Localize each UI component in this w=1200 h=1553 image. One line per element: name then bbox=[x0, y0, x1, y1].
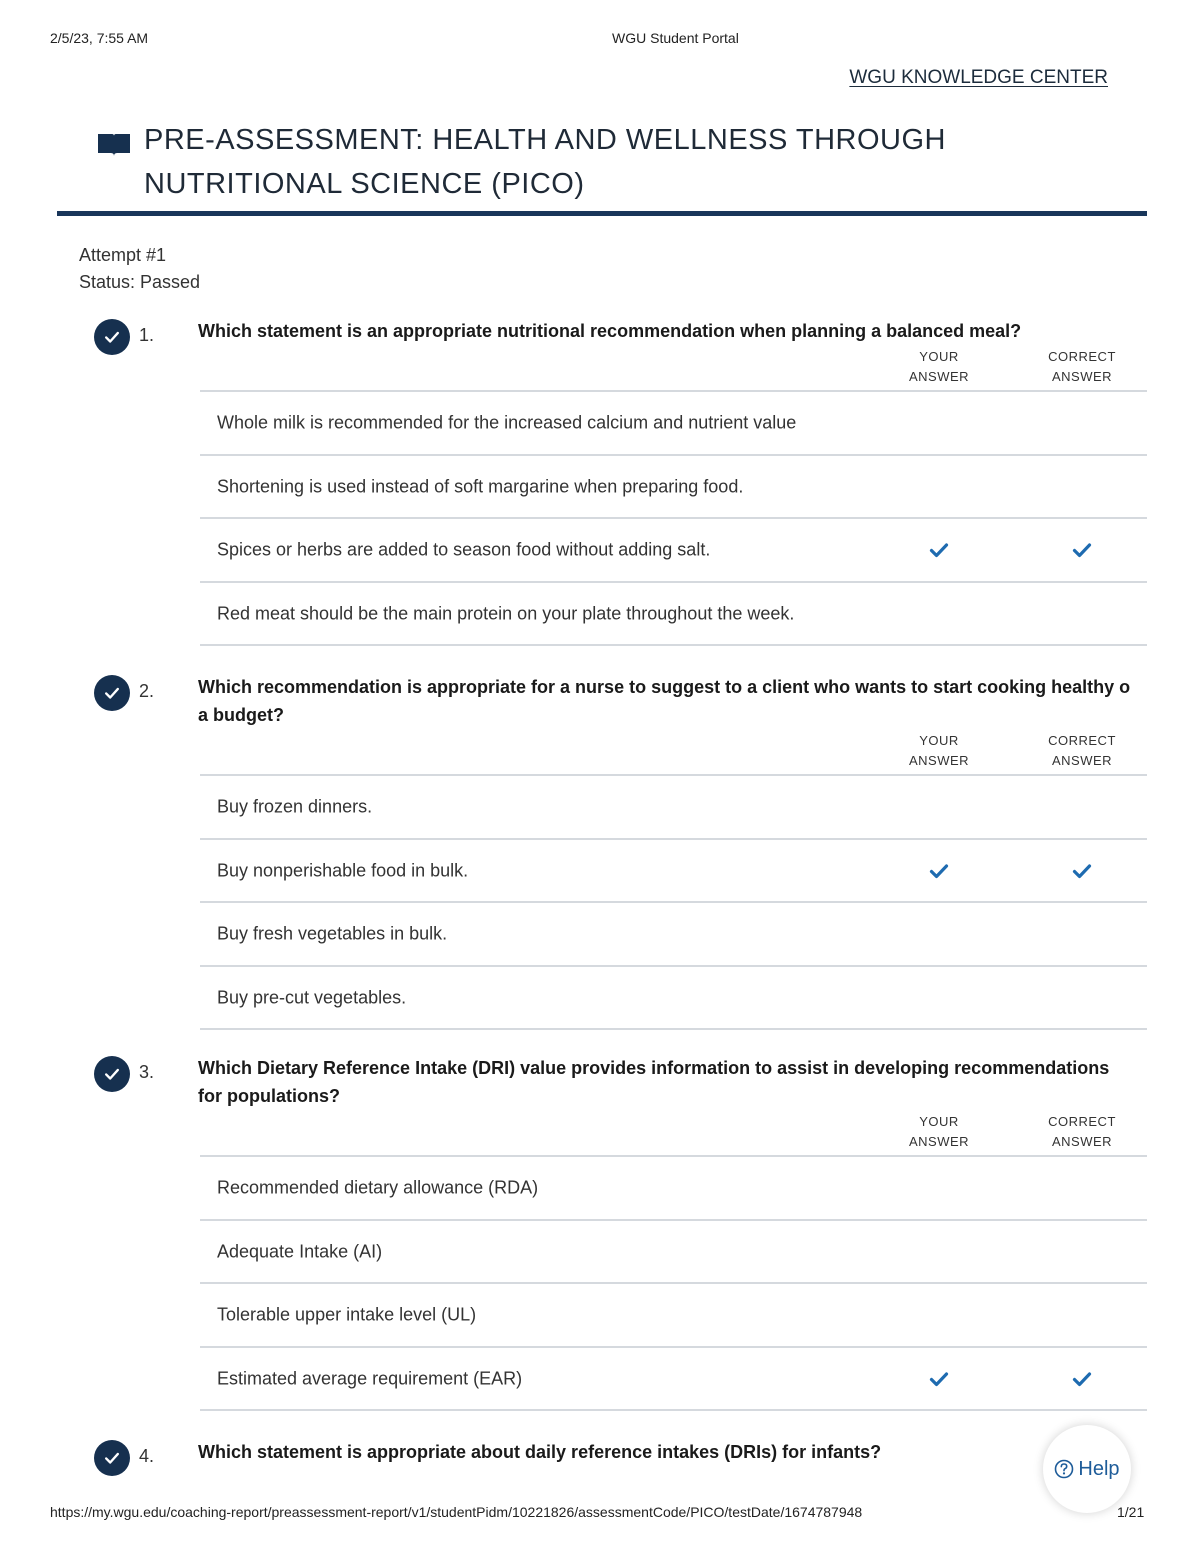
answer-text: Estimated average requirement (EAR) bbox=[217, 1368, 523, 1388]
answer-divider bbox=[200, 644, 1147, 646]
correct-answer-header-line2: ANSWER bbox=[1051, 753, 1113, 768]
print-datetime: 2/5/23, 7:55 AM bbox=[50, 30, 149, 46]
answer-row bbox=[200, 583, 1147, 645]
question-text bbox=[198, 317, 1148, 345]
question-text-line1: Which recommendation is appropriate for a nurse to suggest to a client who wants to start cooking healthy o bbox=[198, 677, 1131, 697]
print-header bbox=[0, 30, 1200, 50]
question-text-line1: Which Dietary Reference Intake (DRI) value provides information to assist in developing recommendations bbox=[198, 1058, 1110, 1078]
check-icon bbox=[103, 1449, 121, 1467]
help-label: Help bbox=[1078, 1457, 1120, 1480]
check-icon bbox=[103, 328, 121, 346]
question-status-badge bbox=[94, 1056, 130, 1092]
correct-answer-column-header bbox=[1027, 1112, 1137, 1152]
answer-row bbox=[200, 967, 1147, 1029]
answer-row bbox=[200, 1157, 1147, 1219]
correct-answer-header-line1: CORRECT bbox=[1048, 349, 1116, 364]
check-icon bbox=[103, 684, 121, 702]
answer-row bbox=[200, 903, 1147, 965]
question-number: 2. bbox=[139, 681, 155, 701]
question-status-badge bbox=[94, 675, 130, 711]
answer-divider bbox=[200, 1409, 1147, 1411]
page-title-block bbox=[57, 118, 1147, 206]
answer-text: Recommended dietary allowance (RDA) bbox=[217, 1177, 539, 1198]
question-text-line2: a budget? bbox=[198, 705, 284, 725]
your-answer-check-icon bbox=[929, 1369, 949, 1389]
question-text bbox=[198, 1054, 1148, 1110]
answer-divider bbox=[200, 1028, 1147, 1030]
correct-answer-header-line2: ANSWER bbox=[1051, 369, 1113, 384]
attempt-info bbox=[79, 242, 200, 296]
answer-row bbox=[200, 1284, 1147, 1346]
answer-row bbox=[200, 456, 1147, 518]
attempt-status: Status: Passed bbox=[79, 272, 201, 292]
your-answer-column-header bbox=[884, 347, 994, 387]
correct-answer-header-line2: ANSWER bbox=[1051, 1134, 1113, 1149]
question-text bbox=[198, 1438, 1148, 1466]
knowledge-center-link[interactable]: WGU KNOWLEDGE CENTER bbox=[849, 67, 1108, 88]
correct-answer-check-icon bbox=[1072, 1369, 1092, 1389]
your-answer-check-icon bbox=[929, 540, 949, 560]
your-answer-check-icon bbox=[929, 861, 949, 881]
answer-text: Adequate Intake (AI) bbox=[217, 1241, 383, 1261]
answer-text: Buy frozen dinners. bbox=[217, 796, 373, 817]
print-footer bbox=[0, 1504, 1200, 1524]
answer-text: Tolerable upper intake level (UL) bbox=[217, 1304, 477, 1325]
question-text-line2: for populations? bbox=[198, 1086, 340, 1106]
your-answer-header-line2: ANSWER bbox=[908, 1134, 970, 1149]
correct-answer-header-line1: CORRECT bbox=[1048, 1114, 1116, 1129]
answer-text: Buy pre-cut vegetables. bbox=[217, 987, 407, 1007]
question-text-line1: Which statement is appropriate about daily reference intakes (DRIs) for infants? bbox=[198, 1442, 882, 1462]
answer-row bbox=[200, 1221, 1147, 1283]
print-page-number: 1/21 bbox=[1117, 1504, 1145, 1520]
answer-text: Red meat should be the main protein on your plate throughout the week. bbox=[217, 603, 795, 623]
print-url: https://my.wgu.edu/coaching-report/preassessment-report/v1/studentPidm/10221826/assessmentCode/PICO/testDate/1674787948 bbox=[50, 1504, 863, 1520]
correct-answer-column-header bbox=[1027, 731, 1137, 771]
page-title-line2: NUTRITIONAL SCIENCE (PICO) bbox=[144, 168, 585, 200]
answer-text: Shortening is used instead of soft margarine when preparing food. bbox=[217, 476, 744, 496]
question-number: 3. bbox=[139, 1062, 155, 1082]
correct-answer-check-icon bbox=[1072, 540, 1092, 560]
page-title bbox=[144, 118, 1147, 206]
question-text-line1: Which statement is an appropriate nutritional recommendation when planning a balanced meal? bbox=[198, 321, 1022, 341]
correct-answer-header-line1: CORRECT bbox=[1048, 733, 1116, 748]
answer-text: Whole milk is recommended for the increased calcium and nutrient value bbox=[217, 412, 797, 433]
your-answer-header-line2: ANSWER bbox=[908, 753, 970, 768]
answer-text: Buy nonperishable food in bulk. bbox=[217, 860, 469, 880]
answer-row bbox=[200, 776, 1147, 838]
answer-text: Buy fresh vegetables in bulk. bbox=[217, 923, 448, 944]
answer-row bbox=[200, 392, 1147, 454]
question-status-badge bbox=[94, 1440, 130, 1476]
check-icon bbox=[103, 1065, 121, 1083]
your-answer-header-line1: YOUR bbox=[919, 733, 959, 748]
answer-text: Spices or herbs are added to season food without adding salt. bbox=[217, 539, 711, 560]
your-answer-column-header bbox=[884, 731, 994, 771]
your-answer-header-line2: ANSWER bbox=[908, 369, 970, 384]
your-answer-header-line1: YOUR bbox=[919, 1114, 959, 1129]
print-page-title: WGU Student Portal bbox=[612, 30, 739, 46]
question-text bbox=[198, 673, 1148, 729]
your-answer-header-line1: YOUR bbox=[919, 349, 959, 364]
question-number: 4. bbox=[139, 1446, 155, 1466]
question-circle-icon bbox=[1054, 1459, 1074, 1479]
your-answer-column-header bbox=[884, 1112, 994, 1152]
answer-row bbox=[200, 519, 1147, 581]
attempt-number: Attempt #1 bbox=[79, 245, 167, 265]
answer-row bbox=[200, 840, 1147, 902]
correct-answer-column-header bbox=[1027, 347, 1137, 387]
help-button[interactable] bbox=[1043, 1425, 1131, 1513]
page-title-line1: PRE-ASSESSMENT: HEALTH AND WELLNESS THROUGH bbox=[144, 124, 946, 156]
question-status-badge bbox=[94, 319, 130, 355]
title-divider bbox=[57, 211, 1147, 216]
correct-answer-check-icon bbox=[1072, 861, 1092, 881]
book-icon bbox=[97, 132, 131, 156]
question-number: 1. bbox=[139, 325, 155, 345]
answer-row bbox=[200, 1348, 1147, 1410]
